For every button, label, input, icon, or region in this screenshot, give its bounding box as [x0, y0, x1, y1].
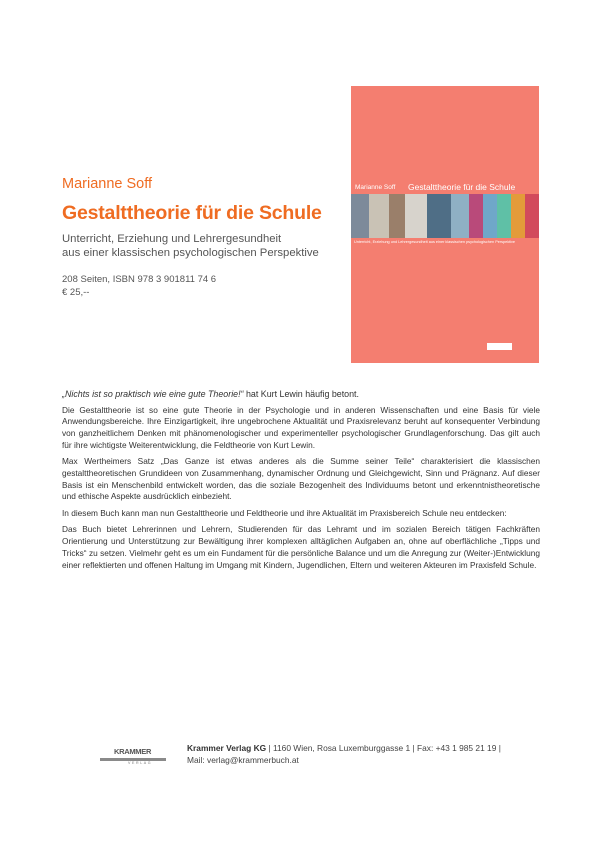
paragraph-3: In diesem Buch kann man nun Gestalttheorie und Feldtheorie und ihre Aktualität im Praxisbereich Schule neu entdecken: [62, 507, 507, 518]
cover-subtitle: Unterricht, Erziehung und Lehrergesundheit aus einer klassischen psychologischen Perspektive [354, 240, 516, 244]
lead-paragraph [62, 389, 540, 401]
book-cover [351, 86, 539, 363]
subtitle-line-2: aus einer klassischen psychologischen Perspektive [62, 247, 319, 259]
publisher-address: | 1160 Wien, Rosa Luxemburggasse 1 | Fax: +43 1 985 21 19 | [266, 743, 501, 753]
paragraph-1: Die Gestalttheorie ist so eine gute Theorie in der Psychologie und in anderen Wissenschaften und eine Basis für viele Anwendungsbereiche. Ihre Einzigartigkeit, ihre ungebrochene Aktualität und Praxisrelevanz beruht auf konsequenter Verbindung von ganzheitlichem Denken mit phänomenologischer und experimenteller psychologischer Grundlagenforschung. Das gilt auch für ihre wichtigste Weiterentwicklung, die Feldtheorie von Kurt Lewin. [62, 404, 540, 450]
publisher-logo [100, 743, 166, 765]
book-details: 208 Seiten, ISBN 978 3 901811 74 6 [62, 274, 217, 285]
cover-author: Marianne Soff [355, 184, 396, 191]
book-title: Gestalttheorie für die Schule [62, 202, 322, 224]
cover-photo [511, 194, 525, 238]
quote-attribution: hat Kurt Lewin häufig betont. [243, 389, 359, 399]
logo-name: KRAMMER [114, 747, 152, 756]
cover-publisher-logo [487, 343, 512, 350]
cover-title: Gestalttheorie für die Schule [408, 182, 516, 192]
publisher-name: Krammer Verlag KG [187, 743, 267, 753]
cover-photo [369, 194, 389, 238]
cover-photo-strip [351, 194, 539, 238]
lewin-quote: „Nichts ist so praktisch wie eine gute Theorie!“ [62, 389, 244, 399]
cover-photo [483, 194, 497, 238]
publisher-mail[interactable]: Mail: verlag@krammerbuch.at [187, 754, 299, 765]
book-author: Marianne Soff [62, 176, 153, 192]
book-subtitle [62, 232, 319, 260]
book-meta [62, 273, 216, 299]
cover-photo [389, 194, 405, 238]
cover-photo [351, 194, 369, 238]
publisher-footer [187, 743, 501, 766]
cover-photo [451, 194, 469, 238]
cover-photo [427, 194, 451, 238]
paragraph-2: Max Wertheimers Satz „Das Ganze ist etwas anderes als die Summe seiner Teile“ charakterisiert die klassischen gestalttheoretischen Grundideen von Zusammenhang, dynamischer Ordnung und Gleichgewicht, Sinn und Prägnanz. Auf dieser Basis ist ein Menschenbild entwickelt worden, das die soziale Bezogenheit des Individuums betont und erkenntnistheoretische und ethische Aspekte ausdrücklich einbezieht. [62, 456, 540, 502]
cover-photo [497, 194, 511, 238]
publisher-address-line [187, 743, 501, 755]
subtitle-line-1: Unterricht, Erziehung und Lehrergesundheit [62, 233, 282, 245]
book-price: € 25,-- [62, 287, 90, 298]
paragraph-4: Das Buch bietet Lehrerinnen und Lehrern, Studierenden für das Lehramt und im sozialen Bereich tätigen Fachkräften Orientierung und Unterstützung zur Bewältigung ihrer komplexen alltäglichen Aufgaben an, ohne auf oberflächliche „Tipps und Tricks“ zu setzen. Vielmehr geht es um ein Fundament für die persönliche Balance und um die Anregung zur (Weiter-)Entwicklung einer reflektierten und offenen Haltung im Umgang mit Kindern, Jugendlichen, Eltern und weiteren Akteuren im Praxisfeld Schule. [62, 524, 540, 570]
cover-photo [525, 194, 539, 238]
cover-photo [405, 194, 427, 238]
cover-photo [469, 194, 483, 238]
logo-sub: VERLAG [128, 761, 153, 765]
description [62, 389, 540, 576]
